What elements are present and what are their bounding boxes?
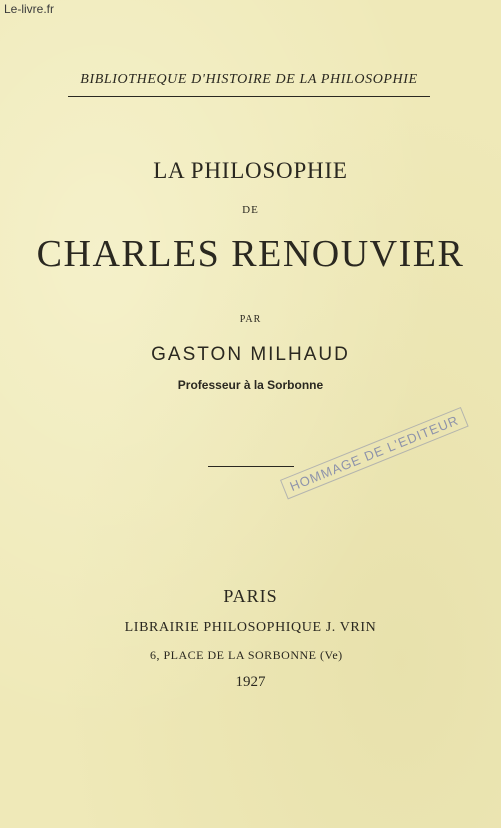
by-label: PAR: [239, 314, 262, 325]
publisher-name: LIBRAIRIE PHILOSOPHIQUE J. VRIN: [124, 620, 377, 635]
publisher-address: 6, PLACE DE LA SORBONNE (Ve): [150, 648, 343, 662]
publication-year: 1927: [235, 674, 266, 690]
site-watermark: Le-livre.fr: [4, 2, 55, 16]
series-title: BIBLIOTHEQUE D'HISTOIRE DE LA PHILOSOPHIE: [68, 72, 430, 97]
author-affiliation: Professeur à la Sorbonne: [177, 378, 324, 392]
title-connector: DE: [242, 204, 259, 216]
author-name: GASTON MILHAUD: [151, 344, 350, 365]
ink-stamp: HOMMAGE DE L'EDITEUR: [280, 407, 468, 499]
title-line-2: CHARLES RENOUVIER: [36, 233, 465, 275]
title-line-1: LA PHILOSOPHIE: [153, 158, 348, 183]
publication-city: PARIS: [223, 586, 278, 606]
divider-rule: [208, 466, 294, 467]
